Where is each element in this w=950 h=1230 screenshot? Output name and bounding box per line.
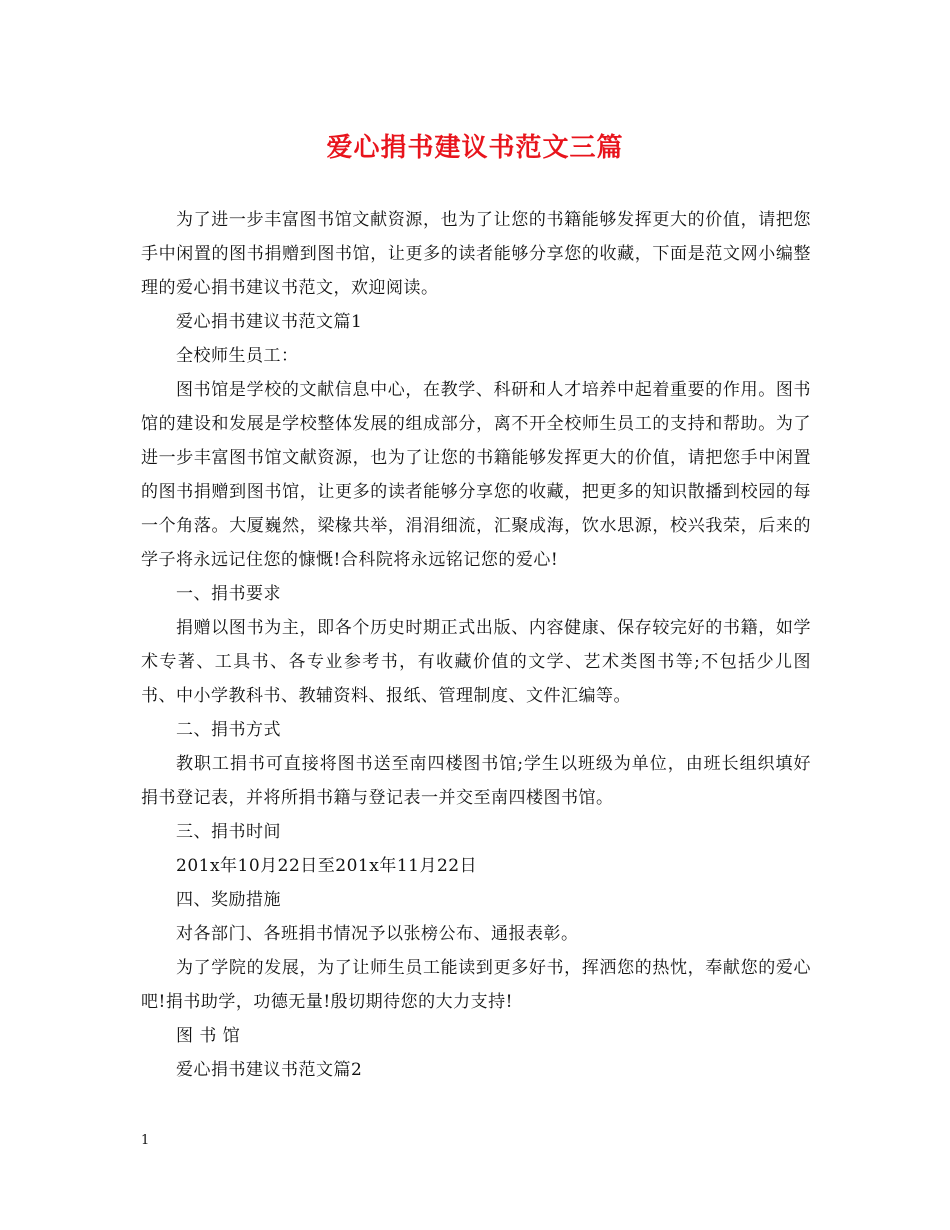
body-paragraph: 捐赠以图书为主，即各个历史时期正式出版、内容健康、保存较完好的书籍，如学术专著、工具书、各专业参考书，有收藏价值的文学、艺术类图书等;不包括少儿图书、中小学教科书、教辅资料、报纸、管理制度、文件汇编等。 xyxy=(141,618,811,706)
salutation: 全校师生员工： xyxy=(176,346,299,366)
body-paragraph: 教职工捐书可直接将图书送至南四楼图书馆;学生以班级为单位，由班长组织填好捐书登记表，并将所捐书籍与登记表一并交至南四楼图书馆。 xyxy=(141,754,811,808)
page-number: 1 xyxy=(141,1133,150,1148)
heading-donation-requirements: 一、捐书要求 xyxy=(176,584,281,604)
body-paragraph: 图书馆是学校的文献信息中心，在教学、科研和人才培养中起着重要的作用。图书馆的建设和发展是学校整体发展的组成部分，离不开全校师生员工的支持和帮助。为了进一步丰富图书馆文献资源，也为了让您的书籍能够发挥更大的价值，请把您手中闲置的图书捐赠到图书馆，让更多的读者能够分享您的收藏，把更多的知识散播到校园的每一个角落。大厦巍然，梁椽共举，涓涓细流，汇聚成海，饮水思源，校兴我荣，后来的学子将永远记住您的慷慨!合科院将永远铭记您的爱心! xyxy=(141,380,811,570)
heading-donation-method: 二、捐书方式 xyxy=(176,720,281,740)
signature-library: 图 书 馆 xyxy=(176,1026,241,1046)
document-title: 爱心捐书建议书范文三篇 xyxy=(326,133,624,163)
section-heading-article-1: 爱心捐书建议书范文篇1 xyxy=(176,312,363,332)
body-paragraph: 对各部门、各班捐书情况予以张榜公布、通报表彰。 xyxy=(176,924,579,944)
section-heading-article-2: 爱心捐书建议书范文篇2 xyxy=(176,1060,363,1080)
donation-date-range: 201x年10月22日至201x年11月22日 xyxy=(176,856,478,876)
closing-paragraph: 为了学院的发展，为了让师生员工能读到更多好书，挥洒您的热忱，奉献您的爱心吧!捐书助学，功德无量!殷切期待您的大力支持! xyxy=(141,958,811,1012)
heading-donation-time: 三、捐书时间 xyxy=(176,822,281,842)
intro-paragraph: 为了进一步丰富图书馆文献资源，也为了让您的书籍能够发挥更大的价值，请把您手中闲置的图书捐赠到图书馆，让更多的读者能够分享您的收藏，下面是范文网小编整理的爱心捐书建议书范文，欢迎阅读。 xyxy=(141,210,811,298)
heading-rewards: 四、奖励措施 xyxy=(176,890,281,910)
document-body xyxy=(141,203,811,1087)
